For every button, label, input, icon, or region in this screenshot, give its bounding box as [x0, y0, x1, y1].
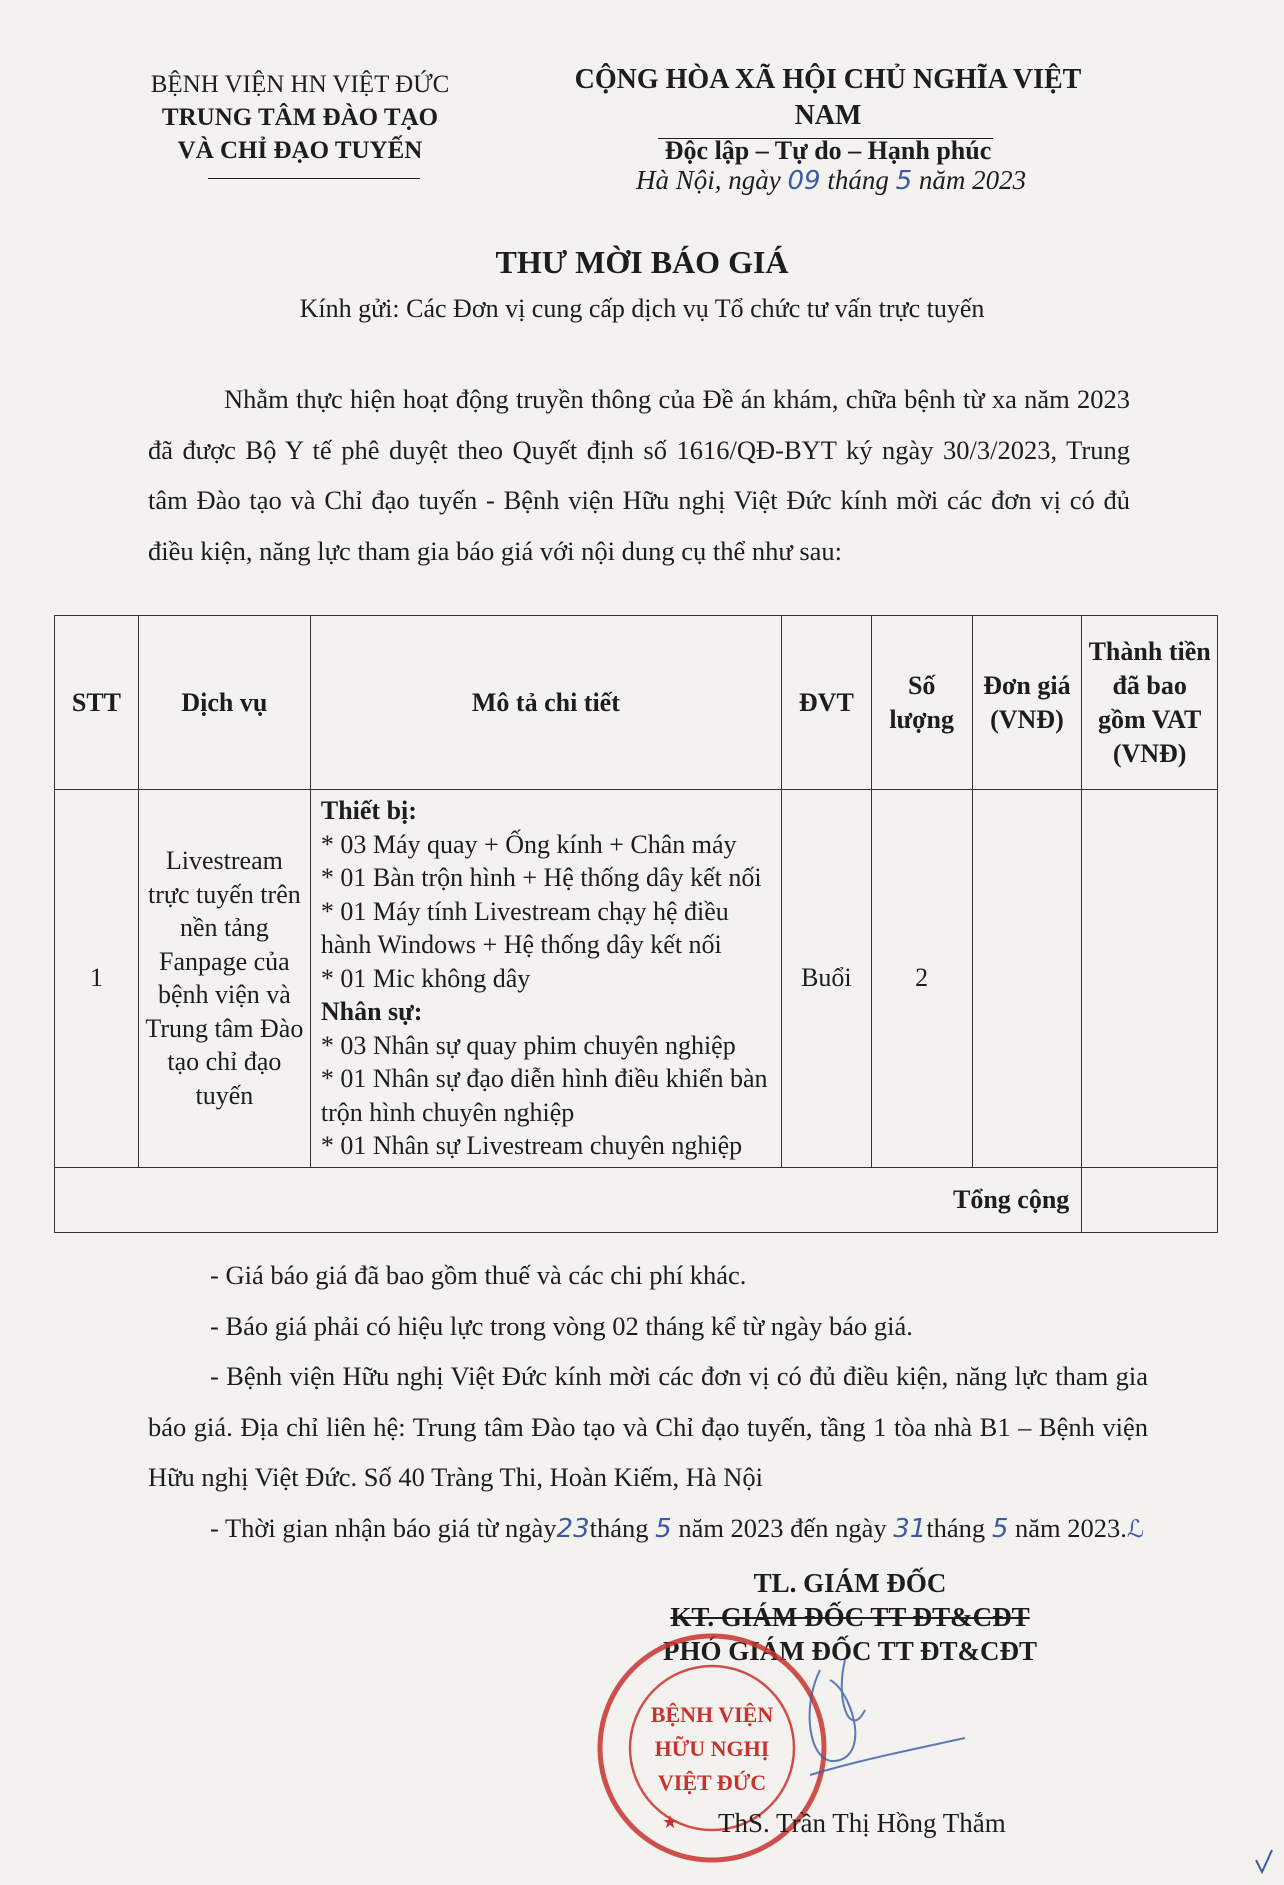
- total-row: [55, 1167, 1218, 1232]
- notes: [148, 1250, 1148, 1554]
- stamp-line-1: BỆNH VIỆN: [650, 1702, 774, 1727]
- date-month: 5: [895, 166, 913, 196]
- note-4-month2: 5: [991, 1513, 1009, 1544]
- org-underline: [208, 178, 420, 179]
- header-quantity: Số lượng: [871, 616, 972, 790]
- note-4-day1: 23: [556, 1513, 590, 1544]
- quote-table: [54, 615, 1218, 1233]
- equipment-item: * 01 Máy tính Livestream chạy hệ điều hành Windows + Hệ thống dây kết nối: [320, 896, 729, 959]
- note-1: [148, 1250, 1148, 1301]
- stamp-line-2: HỮU NGHỊ: [654, 1736, 770, 1761]
- note-2: [148, 1301, 1148, 1352]
- org-line-3: VÀ CHỈ ĐẠO TUYẾN: [177, 137, 423, 164]
- note-1-text: - Giá báo giá đã bao gồm thuế và các chi phí khác.: [210, 1260, 747, 1290]
- stamp-line-3: VIỆT ĐỨC: [657, 1770, 767, 1795]
- check-mark-icon: [1252, 1846, 1276, 1876]
- note-4-part: năm 2023 đến ngày: [678, 1512, 887, 1543]
- intro-text: Nhằm thực hiện hoạt động truyền thông của Đề án khám, chữa bệnh từ xa năm 2023 đã được Bộ Y tế phê duyệt theo Quyết định số 1616/QĐ-BYT ký ngày 30/3/2023, Trung tâm Đào tạo và Chỉ đạo tuyến - Bệnh viện Hữu nghị Việt Đức kính mời các đơn vị có đủ điều kiện, năng lực tham gia báo giá với nội dung cụ thể như sau:: [148, 384, 1130, 566]
- staff-heading: Nhân sự:: [320, 997, 423, 1026]
- org-line-1: BỆNH VIỆN HN VIỆT ĐỨC: [150, 71, 450, 98]
- date-month-label: tháng: [827, 165, 889, 195]
- date-line: [636, 165, 1026, 196]
- initials-mark: ℒ: [1126, 1514, 1145, 1543]
- row-unit: Buổi: [781, 790, 871, 1168]
- note-4-part: - Thời gian nhận báo giá từ ngày: [210, 1512, 557, 1543]
- note-3: [148, 1351, 1148, 1503]
- nation-title: CỘNG HÒA XÃ HỘI CHỦ NGHĨA VIỆT NAM: [574, 64, 1082, 131]
- header-total: Thành tiền đã bao gồm VAT (VNĐ): [1082, 616, 1218, 790]
- header-unit-price: Đơn giá (VNĐ): [972, 616, 1082, 790]
- date-year: năm 2023: [918, 165, 1027, 195]
- stamp-star-icon: ★: [662, 1812, 679, 1832]
- equipment-item: * 01 Mic không dây: [320, 963, 531, 993]
- signature-line-2: KT. GIÁM ĐỐC TT ĐT&CĐT: [670, 1602, 1030, 1632]
- org-line-2: TRUNG TÂM ĐÀO TẠO: [161, 104, 439, 131]
- staff-item: * 03 Nhân sự quay phim chuyên nghiệp: [320, 1030, 736, 1060]
- row-unit-price: [972, 790, 1082, 1168]
- row-total: [1082, 790, 1218, 1168]
- row-stt: 1: [55, 790, 139, 1168]
- table-header-row: [55, 616, 1218, 790]
- row-service: Livestream trực tuyến trên nền tảng Fanpage của bệnh viện và Trung tâm Đào tạo chỉ đạo tuyến: [138, 790, 310, 1168]
- equipment-item: * 03 Máy quay + Ống kính + Chân máy: [320, 829, 737, 859]
- header-stt: STT: [55, 616, 139, 790]
- note-4-part: năm 2023.: [1014, 1512, 1127, 1543]
- handwritten-signature: [790, 1650, 970, 1790]
- signer-name: ThS. Trần Thị Hồng Thắm: [718, 1808, 1006, 1838]
- note-2-text: - Báo giá phải có hiệu lực trong vòng 02 tháng kể từ ngày báo giá.: [210, 1310, 913, 1341]
- row-description: [310, 790, 781, 1168]
- recipient-line: Kính gửi: Các Đơn vị cung cấp dịch vụ Tổ chức tư vấn trực tuyến: [299, 294, 985, 323]
- equipment-item: * 01 Bàn trộn hình + Hệ thống dây kết nối: [320, 863, 762, 892]
- nation-header: [538, 62, 1118, 168]
- note-4-part: tháng: [589, 1512, 649, 1543]
- motto-underline: [658, 138, 993, 139]
- equipment-heading: Thiết bị:: [320, 796, 417, 825]
- date-day: 09: [787, 166, 821, 196]
- header-service: Dịch vụ: [138, 616, 310, 790]
- note-4-month1: 5: [655, 1513, 672, 1544]
- staff-item: * 01 Nhân sự đạo diễn hình điều khiển bàn trộn hình chuyên nghiệp: [320, 1064, 768, 1127]
- note-4: [148, 1503, 1148, 1555]
- signature-line-3: PHÓ GIÁM ĐỐC TT ĐT&CĐT: [662, 1636, 1038, 1666]
- note-3-text: - Bệnh viện Hữu nghị Việt Đức kính mời các đơn vị có đủ điều kiện, năng lực tham gia báo giá. Địa chỉ liên hệ: Trung tâm Đào tạo và Chỉ đạo tuyến, tầng 1 tòa nhà B1 – Bệnh viện Hữu nghị Việt Đức. Số 40 Tràng Thi, Hoàn Kiếm, Hà Nội: [148, 1361, 1148, 1492]
- note-4-day2: 31: [893, 1513, 927, 1544]
- org-header: [150, 68, 450, 167]
- total-label: Tổng cộng: [55, 1167, 1082, 1232]
- staff-item: * 01 Nhân sự Livestream chuyên nghiệp: [320, 1131, 743, 1160]
- header-description: Mô tả chi tiết: [310, 616, 781, 790]
- date-prefix: Hà Nội, ngày: [636, 165, 781, 195]
- document-title: THƯ MỜI BÁO GIÁ: [495, 244, 789, 280]
- motto: Độc lập – Tự do – Hạnh phúc: [664, 136, 992, 165]
- note-4-part: tháng: [926, 1512, 986, 1543]
- intro-paragraph: [148, 374, 1130, 576]
- total-value: [1082, 1167, 1218, 1232]
- signature-line-1: TL. GIÁM ĐỐC: [753, 1568, 947, 1598]
- row-quantity: 2: [871, 790, 972, 1168]
- header-unit: ĐVT: [781, 616, 871, 790]
- table-row: [55, 790, 1218, 1168]
